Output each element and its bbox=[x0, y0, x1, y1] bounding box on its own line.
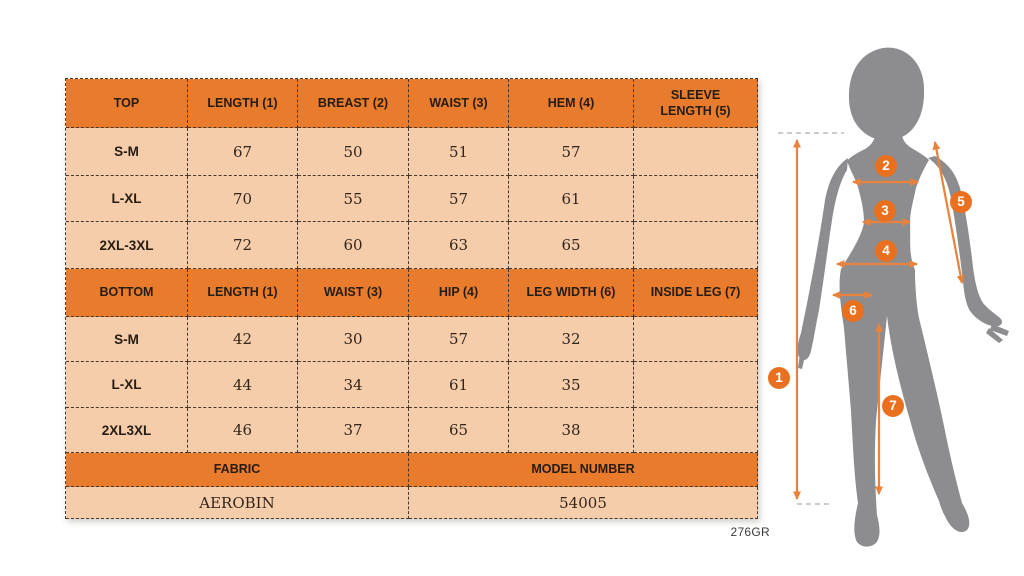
top-row-value: 55 bbox=[298, 176, 409, 222]
top-row-size: L-XL bbox=[66, 176, 188, 222]
top-header-length: LENGTH (1) bbox=[188, 79, 298, 128]
bottom-row-value: 32 bbox=[509, 317, 634, 362]
bottom-row-value: 61 bbox=[409, 362, 509, 408]
top-row-value: 63 bbox=[409, 222, 509, 269]
bottom-row-value: 38 bbox=[509, 408, 634, 453]
bottom-row-value: 42 bbox=[188, 317, 298, 362]
bottom-row-value bbox=[634, 408, 758, 453]
bottom-header-inside-leg: INSIDE LEG (7) bbox=[634, 269, 758, 317]
bottom-row-size: L-XL bbox=[66, 362, 188, 408]
bottom-row-value: 30 bbox=[298, 317, 409, 362]
top-header-hem: HEM (4) bbox=[509, 79, 634, 128]
marker-6-badge: 6 bbox=[842, 300, 864, 322]
top-row-value bbox=[634, 176, 758, 222]
fabric-header: FABRIC bbox=[66, 453, 409, 487]
bottom-row-size: 2XL3XL bbox=[66, 408, 188, 453]
bottom-row-value: 46 bbox=[188, 408, 298, 453]
model-number-value: 54005 bbox=[409, 487, 758, 519]
size-table bbox=[65, 78, 758, 519]
bottom-row-value: 37 bbox=[298, 408, 409, 453]
bottom-row-value: 34 bbox=[298, 362, 409, 408]
bottom-row-value: 44 bbox=[188, 362, 298, 408]
top-row-value: 70 bbox=[188, 176, 298, 222]
bottom-row-value: 57 bbox=[409, 317, 509, 362]
model-number-header: MODEL NUMBER bbox=[409, 453, 758, 487]
style-code-label: 276GR bbox=[730, 525, 770, 539]
marker-3-badge: 3 bbox=[874, 200, 896, 222]
top-row-size: 2XL-3XL bbox=[66, 222, 188, 269]
bottom-row-value: 65 bbox=[409, 408, 509, 453]
top-row-value: 72 bbox=[188, 222, 298, 269]
top-row-value bbox=[634, 222, 758, 269]
bottom-row-value bbox=[634, 317, 758, 362]
marker-2-badge: 2 bbox=[875, 155, 897, 177]
marker-7-badge: 7 bbox=[882, 395, 904, 417]
bottom-row-value: 35 bbox=[509, 362, 634, 408]
marker-5-badge: 5 bbox=[950, 191, 972, 213]
top-row-value: 61 bbox=[509, 176, 634, 222]
top-row-value: 57 bbox=[509, 128, 634, 176]
fabric-value: AEROBIN bbox=[66, 487, 409, 519]
top-row-size: S-M bbox=[66, 128, 188, 176]
bottom-header-waist: WAIST (3) bbox=[298, 269, 409, 317]
top-header-breast: BREAST (2) bbox=[298, 79, 409, 128]
bottom-header-hip: HIP (4) bbox=[409, 269, 509, 317]
bottom-header-bottom: BOTTOM bbox=[66, 269, 188, 317]
top-row-value: 57 bbox=[409, 176, 509, 222]
bottom-row-size: S-M bbox=[66, 317, 188, 362]
top-row-value: 65 bbox=[509, 222, 634, 269]
marker-1-badge: 1 bbox=[768, 367, 790, 389]
measurement-figure bbox=[764, 16, 1024, 564]
top-header-sleeve-length: SLEEVE LENGTH (5) bbox=[634, 79, 758, 128]
marker-4-badge: 4 bbox=[875, 240, 897, 262]
bottom-header-length: LENGTH (1) bbox=[188, 269, 298, 317]
bottom-header-leg-width: LEG WIDTH (6) bbox=[509, 269, 634, 317]
top-row-value: 67 bbox=[188, 128, 298, 176]
top-row-value: 50 bbox=[298, 128, 409, 176]
top-row-value: 60 bbox=[298, 222, 409, 269]
female-silhouette bbox=[798, 48, 1009, 547]
top-header-top: TOP bbox=[66, 79, 188, 128]
female-silhouette-diagram bbox=[764, 16, 1024, 564]
top-row-value bbox=[634, 128, 758, 176]
top-row-value: 51 bbox=[409, 128, 509, 176]
bottom-row-value bbox=[634, 362, 758, 408]
top-header-waist: WAIST (3) bbox=[409, 79, 509, 128]
